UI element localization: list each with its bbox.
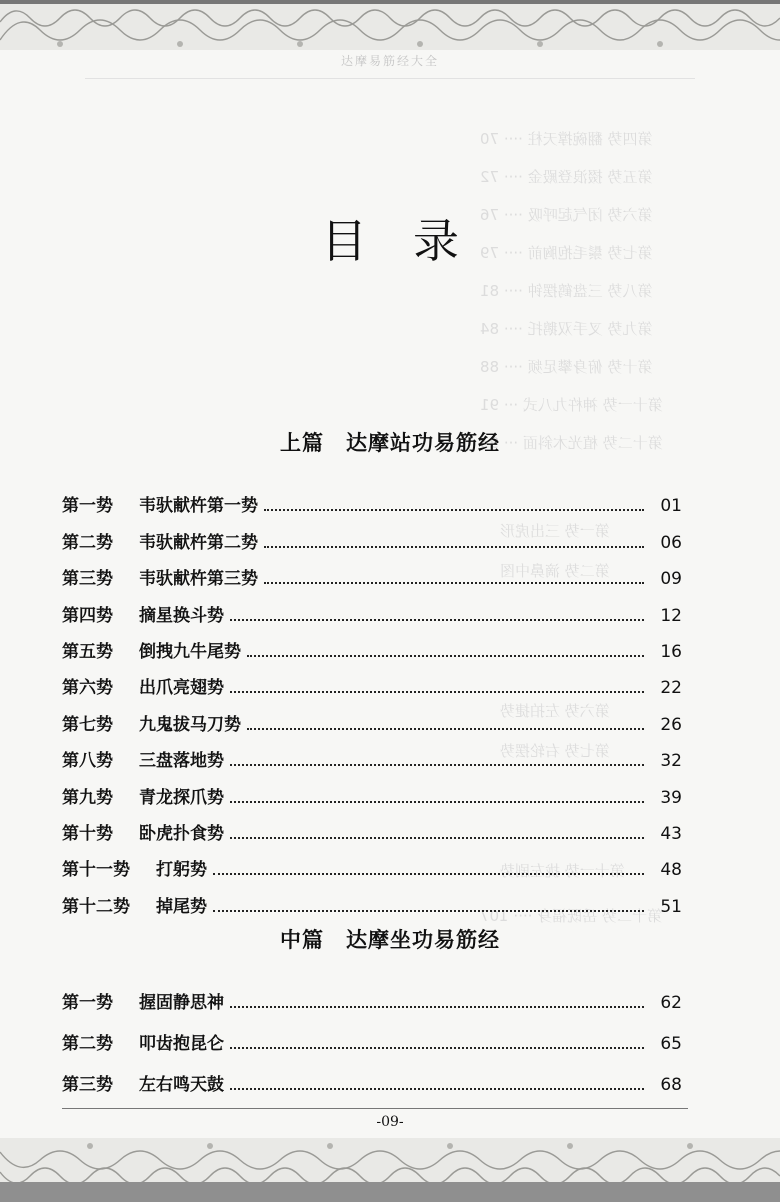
entry-page: 48 <box>660 860 682 881</box>
entry-title: 左右鸣天鼓 <box>139 1075 224 1095</box>
entry-page: 12 <box>660 605 682 626</box>
entry-number: 第三势 <box>62 1075 113 1095</box>
toc-title: 目录 <box>321 214 505 268</box>
entry-page: 51 <box>660 896 682 917</box>
entry-title: 韦驮献杵第二势 <box>139 532 258 553</box>
entry-number: 第一势 <box>62 993 113 1013</box>
entry-title: 韦驮献杵第一势 <box>139 496 258 517</box>
dot-leader <box>264 546 644 548</box>
dot-leader <box>230 619 644 621</box>
entry-title: 韦驮献杵第三势 <box>139 569 258 590</box>
dot-leader <box>230 801 644 803</box>
entry-title: 打躬势 <box>156 860 207 881</box>
entry-title: 三盘落地势 <box>139 751 224 772</box>
entry-number: 第六势 <box>62 678 113 699</box>
toc-entry[interactable] <box>62 808 682 844</box>
dot-leader <box>264 509 644 511</box>
entry-number: 第二势 <box>62 1034 113 1054</box>
section-heading-upper <box>0 427 780 457</box>
entry-number: 第十一势 <box>62 860 130 881</box>
entry-number: 第二势 <box>62 532 113 553</box>
entry-number: 第五势 <box>62 641 113 662</box>
dot-leader <box>213 910 644 912</box>
entry-number: 第七势 <box>62 714 113 735</box>
toc-entry[interactable] <box>62 553 682 589</box>
entry-number: 第一势 <box>62 496 113 517</box>
entry-page: 06 <box>660 532 682 553</box>
toc-entry[interactable] <box>62 880 682 916</box>
dot-leader <box>230 837 644 839</box>
dot-leader <box>264 582 644 584</box>
toc-entry[interactable] <box>62 662 682 698</box>
toc-entry[interactable] <box>62 771 682 807</box>
section-heading-text: 达摩坐功易筋经 <box>346 928 500 952</box>
dot-leader <box>230 1006 644 1008</box>
entry-page: 43 <box>660 823 682 844</box>
entry-title: 摘星换斗势 <box>139 605 224 626</box>
toc-entry[interactable] <box>62 516 682 552</box>
entry-page: 62 <box>660 993 682 1013</box>
entry-number: 第九势 <box>62 787 113 808</box>
entry-title: 叩齿抱昆仑 <box>139 1034 224 1054</box>
toc-entry[interactable] <box>62 735 682 771</box>
running-head: 达摩易筋经大全 <box>340 54 439 68</box>
entry-number: 第四势 <box>62 605 113 626</box>
entry-number: 第十势 <box>62 823 113 844</box>
toc-entry[interactable] <box>62 589 682 625</box>
page-number: -09- <box>376 1114 404 1130</box>
dot-leader <box>213 873 644 875</box>
toc-entry[interactable] <box>62 844 682 880</box>
toc-entry[interactable] <box>62 1013 682 1054</box>
dot-leader <box>247 728 644 730</box>
entry-page: 01 <box>660 496 682 517</box>
page-edge-shadow <box>0 1182 780 1202</box>
section-heading-text: 达摩站功易筋经 <box>346 431 500 455</box>
dot-leader <box>230 1088 644 1090</box>
entry-title: 九鬼拔马刀势 <box>139 714 241 735</box>
entry-page: 32 <box>660 751 682 772</box>
bleed-through-text: 第四势 翻碗撑天柱 ···· 70 第五势 掇浪登殿金 ···· 72 第六势 闭气起呼吸 ···· 76 第七势 鬃毛抱胸前 ···· 79 第八势 三盘鹤摆钟 ···· 81 第九势 叉手双鹅托 ···· 84 第十势 俯身攀足频 ···· 88 第十一势 神杵九八式 ··· 91 第十二势 植光木斜面 ··· 93 第一势 三出虎形 第二势 滴鼻中图 第六势 左拍捷势 第七势 右轮摆势 第十一势 拢左剧势 第十二势 岳既福身 ···· 107 <box>480 130 663 925</box>
toc-entry[interactable] <box>62 480 682 516</box>
entry-number: 第十二势 <box>62 896 130 917</box>
toc-list-middle <box>62 972 682 1095</box>
entry-page: 26 <box>660 714 682 735</box>
dot-leader <box>230 1047 644 1049</box>
entry-title: 倒拽九牛尾势 <box>139 641 241 662</box>
dot-leader <box>247 655 644 657</box>
entry-number: 第八势 <box>62 751 113 772</box>
entry-page: 68 <box>660 1075 682 1095</box>
dot-leader <box>230 764 644 766</box>
section-heading-middle <box>0 924 780 954</box>
toc-entry[interactable] <box>62 626 682 662</box>
entry-title: 卧虎扑食势 <box>139 823 224 844</box>
entry-number: 第三势 <box>62 569 113 590</box>
footer-rule <box>62 1108 688 1109</box>
entry-title: 青龙探爪势 <box>139 787 224 808</box>
entry-page: 65 <box>660 1034 682 1054</box>
entry-title: 出爪亮翅势 <box>139 678 224 699</box>
entry-page: 09 <box>660 569 682 590</box>
toc-list-upper <box>62 480 682 917</box>
toc-entry[interactable] <box>62 972 682 1013</box>
entry-page: 16 <box>660 641 682 662</box>
dot-leader <box>230 691 644 693</box>
toc-entry[interactable] <box>62 1054 682 1095</box>
header-rule <box>85 78 695 79</box>
entry-page: 22 <box>660 678 682 699</box>
cloud-border-top <box>0 0 780 50</box>
section-label: 上篇 <box>280 431 324 455</box>
entry-title: 握固静思神 <box>139 993 224 1013</box>
toc-entry[interactable] <box>62 698 682 734</box>
section-label: 中篇 <box>280 928 324 952</box>
entry-title: 掉尾势 <box>156 896 207 917</box>
entry-page: 39 <box>660 787 682 808</box>
